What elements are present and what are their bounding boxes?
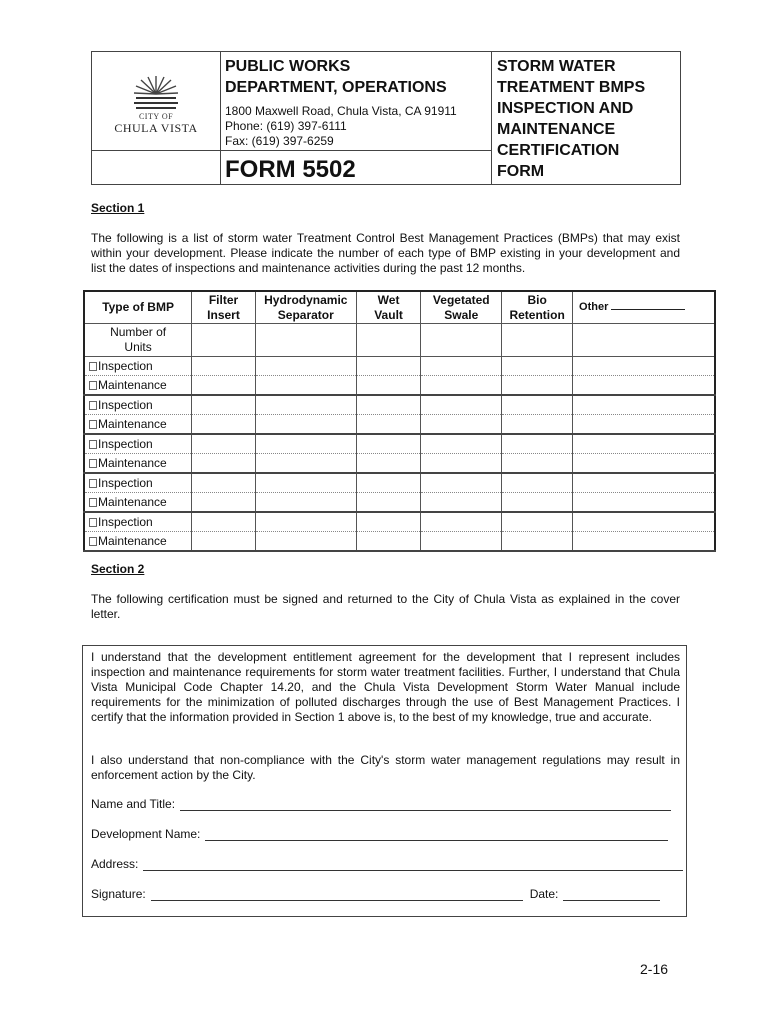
maintenance-row: Maintenance — [84, 415, 715, 435]
address-input[interactable] — [143, 858, 683, 871]
table-cell[interactable] — [192, 376, 256, 396]
type-of-bmp-header: Type of BMP — [84, 291, 192, 324]
table-cell[interactable] — [356, 473, 421, 493]
table-cell[interactable] — [192, 434, 256, 454]
inspection-checkbox[interactable] — [89, 479, 97, 488]
inspection-checkbox[interactable] — [89, 518, 97, 527]
development-name-input[interactable] — [205, 828, 668, 841]
table-cell[interactable] — [421, 415, 502, 435]
table-cell[interactable] — [421, 357, 502, 376]
column-header: Filter Insert — [192, 291, 256, 324]
column-header: Hydrodynamic Separator — [255, 291, 356, 324]
maintenance-row: Maintenance — [84, 376, 715, 396]
logo-city-name: CHULA VISTA — [114, 121, 198, 135]
department-name: PUBLIC WORKS DEPARTMENT, OPERATIONS — [225, 58, 447, 96]
header-divider — [92, 150, 491, 151]
table-cell[interactable] — [421, 324, 502, 357]
table-cell[interactable] — [573, 493, 715, 513]
name-title-input[interactable] — [180, 798, 671, 811]
table-cell[interactable] — [502, 512, 573, 532]
department-contact — [225, 104, 457, 149]
table-cell[interactable] — [502, 473, 573, 493]
table-cell[interactable] — [502, 395, 573, 415]
table-cell[interactable] — [192, 454, 256, 474]
column-header: Wet Vault — [356, 291, 421, 324]
inspection-row: Inspection — [84, 512, 715, 532]
other-column-header: Other — [573, 291, 715, 324]
table-cell[interactable] — [356, 434, 421, 454]
signature-input[interactable] — [151, 888, 523, 901]
table-cell[interactable] — [192, 493, 256, 513]
table-cell[interactable] — [573, 434, 715, 454]
inspection-row: Inspection — [84, 395, 715, 415]
form-number: FORM 5502 — [225, 156, 356, 183]
table-cell[interactable] — [502, 324, 573, 357]
table-cell[interactable] — [192, 395, 256, 415]
table-cell[interactable] — [421, 376, 502, 396]
table-cell[interactable] — [573, 532, 715, 552]
table-cell[interactable] — [255, 512, 356, 532]
table-cell[interactable] — [255, 532, 356, 552]
table-cell[interactable] — [421, 473, 502, 493]
table-cell[interactable] — [502, 493, 573, 513]
table-cell[interactable] — [255, 434, 356, 454]
table-cell[interactable] — [255, 395, 356, 415]
date-input[interactable] — [563, 888, 660, 901]
table-cell[interactable] — [421, 493, 502, 513]
other-blank-line[interactable] — [611, 309, 685, 310]
table-cell[interactable] — [421, 395, 502, 415]
maintenance-checkbox[interactable] — [89, 498, 97, 507]
form-header — [91, 51, 681, 185]
table-cell[interactable] — [192, 324, 256, 357]
table-cell[interactable] — [573, 395, 715, 415]
maintenance-checkbox[interactable] — [89, 459, 97, 468]
table-cell[interactable] — [356, 376, 421, 396]
name-title-field: Name and Title: — [91, 797, 671, 811]
table-cell[interactable] — [192, 473, 256, 493]
column-header: Bio Retention — [502, 291, 573, 324]
header-divider — [491, 52, 492, 184]
table-cell[interactable] — [573, 415, 715, 435]
table-cell[interactable] — [255, 324, 356, 357]
table-cell[interactable] — [502, 454, 573, 474]
table-cell[interactable] — [356, 512, 421, 532]
table-cell[interactable] — [502, 357, 573, 376]
signature-field: Signature: Date: — [91, 887, 660, 901]
table-cell[interactable] — [502, 434, 573, 454]
fax-text: Fax: (619) 397-6259 — [225, 134, 334, 148]
development-name-field: Development Name: — [91, 827, 668, 841]
header-divider — [220, 52, 221, 184]
maintenance-checkbox[interactable] — [89, 537, 97, 546]
table-cell[interactable] — [356, 357, 421, 376]
phone-text: Phone: (619) 397-6111 — [225, 119, 347, 133]
inspection-checkbox[interactable] — [89, 362, 97, 371]
table-cell[interactable] — [573, 324, 715, 357]
logo-city-of: CITY OF — [138, 112, 174, 121]
column-header: Vegetated Swale — [421, 291, 502, 324]
table-cell[interactable] — [255, 493, 356, 513]
table-cell[interactable] — [421, 532, 502, 552]
table-cell[interactable] — [573, 357, 715, 376]
units-row — [84, 324, 715, 357]
inspection-checkbox[interactable] — [89, 440, 97, 449]
inspection-row: Inspection — [84, 357, 715, 376]
address-field: Address: — [91, 857, 683, 871]
maintenance-row: Maintenance — [84, 532, 715, 552]
table-cell[interactable] — [192, 357, 256, 376]
section1-intro: The following is a list of storm water Treatment Control Best Management Practices (BMPs) that may exist within your development. Please indicate the number of each type of BMP existing in your development and list the dates of inspections and maintenance activities during the past 12 months. — [91, 231, 680, 275]
form-title: STORM WATER TREATMENT BMPS INSPECTION AND MAINTENANCE CERTIFICATION FORM — [497, 58, 646, 180]
table-cell[interactable] — [192, 512, 256, 532]
maintenance-checkbox[interactable] — [89, 420, 97, 429]
table-cell[interactable] — [421, 512, 502, 532]
section2-heading: Section 2 — [91, 562, 145, 576]
table-cell[interactable] — [573, 473, 715, 493]
table-cell[interactable] — [573, 512, 715, 532]
table-cell[interactable] — [255, 415, 356, 435]
table-cell[interactable] — [502, 376, 573, 396]
maintenance-row: Maintenance — [84, 493, 715, 513]
table-cell[interactable] — [255, 473, 356, 493]
table-cell[interactable] — [356, 324, 421, 357]
table-cell[interactable] — [502, 532, 573, 552]
table-cell[interactable] — [573, 376, 715, 396]
table-cell[interactable] — [255, 357, 356, 376]
maintenance-checkbox[interactable] — [89, 381, 97, 390]
section2-intro: The following certification must be signed and returned to the City of Chula Vista as explained in the cover letter. — [91, 592, 680, 621]
table-cell[interactable] — [573, 454, 715, 474]
address-text: 1800 Maxwell Road, Chula Vista, CA 91911 — [225, 104, 457, 118]
table-cell[interactable] — [356, 493, 421, 513]
inspection-row: Inspection — [84, 473, 715, 493]
table-cell[interactable] — [255, 454, 356, 474]
table-cell[interactable] — [356, 415, 421, 435]
certification-paragraph-1: I understand that the development entitlement agreement for the development that I represent includes inspection and maintenance requirements for storm water treatment facilities. Further, I understand that Chula Vista Municipal Code Chapter 14.20, and the Chula Vista Development Storm Water Manual include requirements for the minimization of polluted discharges through the use of Best Management Practices. I certify that the information provided in Section 1 above is, to the best of my knowledge, true and accurate. — [91, 650, 680, 724]
table-cell[interactable] — [421, 434, 502, 454]
table-cell[interactable] — [502, 415, 573, 435]
table-cell[interactable] — [356, 532, 421, 552]
maintenance-row: Maintenance — [84, 454, 715, 474]
bmp-table-header — [84, 291, 715, 324]
table-cell[interactable] — [192, 532, 256, 552]
inspection-row: Inspection — [84, 434, 715, 454]
inspection-checkbox[interactable] — [89, 401, 97, 410]
units-label: Number of Units — [84, 324, 192, 357]
table-cell[interactable] — [255, 376, 356, 396]
table-cell[interactable] — [421, 454, 502, 474]
section1-heading: Section 1 — [91, 201, 145, 215]
table-cell[interactable] — [192, 415, 256, 435]
bmp-table — [83, 290, 716, 552]
certification-box — [82, 645, 687, 917]
table-cell[interactable] — [356, 395, 421, 415]
certification-paragraph-2: I also understand that non-compliance with the City's storm water management regulations may result in enforcement action by the City. — [91, 753, 680, 782]
page-number: 2-16 — [640, 961, 669, 977]
table-cell[interactable] — [356, 454, 421, 474]
